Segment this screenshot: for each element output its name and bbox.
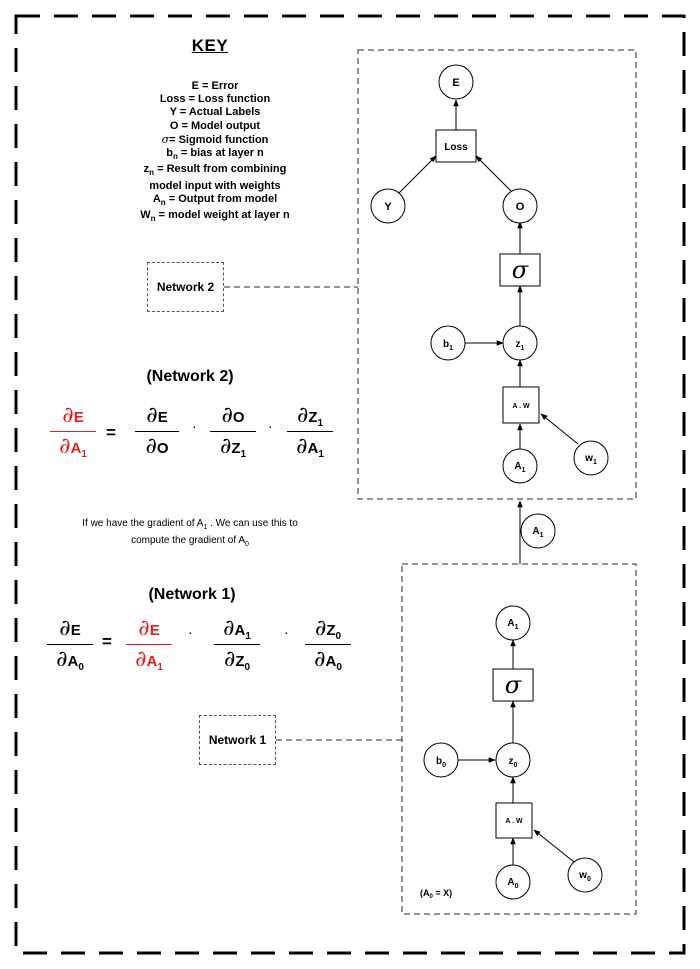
svg-text:σ: σ	[511, 256, 529, 284]
eq1-term3: $\partial Z_0$ $\partial A_0$	[305, 616, 351, 673]
graph2-node-E	[439, 65, 473, 99]
svg-text:A1: $A_1$	[514, 461, 526, 474]
graph1-node-sigmoid	[493, 669, 533, 701]
svg-text:A . W: A . W	[505, 818, 523, 825]
graph2-node-aw	[503, 387, 539, 423]
gradient-note: If we have the gradient of $A_1$ . We can use this to compute the gradient of $A_0$	[82, 518, 298, 548]
eq2-equals: =	[106, 423, 116, 442]
svg-text:σ: σ	[504, 671, 522, 699]
key-line: O = Model output	[169, 119, 261, 132]
graph1-node-z0	[496, 743, 530, 777]
key-line: $A_n$ = Output from model	[152, 193, 278, 208]
key-list	[110, 80, 320, 226]
eq2-term2: ∂O $\partial Z_1$	[210, 403, 256, 460]
svg-text:A0: $A_0$	[507, 877, 519, 890]
key-line: σ= Sigmoid function	[161, 132, 269, 146]
graph2-node-sigmoid	[500, 254, 540, 286]
graph2-node-w1	[574, 441, 608, 475]
eq2-dot2: ·	[268, 418, 273, 434]
eq2-lhs: ∂E $\partial A_1$	[50, 403, 96, 460]
graph2-node-Y	[371, 189, 405, 223]
svg-text:A1: $A_1$	[507, 618, 519, 631]
link-node-A1	[521, 514, 555, 548]
svg-text:Loss: Loss	[444, 142, 468, 153]
eq2-term3: $\partial Z_1$ $\partial A_1$	[287, 403, 333, 460]
network1-label-box: Network 1	[199, 715, 276, 765]
key-line: Y = Actual Labels	[169, 106, 261, 119]
graph1-node-A0	[496, 865, 530, 899]
svg-text:z1: $z_1$	[515, 339, 525, 352]
svg-text:z0: $z_0$	[508, 756, 518, 769]
graph2-node-b1	[431, 326, 465, 360]
eq2-term1: ∂E ∂O	[135, 403, 179, 460]
svg-text:b0: $b_0$	[435, 756, 447, 769]
graph1-node-aw	[496, 803, 532, 838]
svg-text:Y: Y	[384, 201, 392, 213]
network2-heading: (Network 2)	[146, 368, 234, 385]
network2-region	[358, 50, 636, 499]
graph2-node-A1	[503, 449, 537, 483]
key-title: KEY	[191, 36, 229, 55]
eq1-dot2: ·	[284, 624, 289, 640]
graph1-input-note: $(A_0 = X)$	[420, 888, 453, 900]
graph1-node-b0	[424, 743, 458, 777]
eq1-dot1: ·	[188, 624, 193, 640]
eq1-lhs: ∂E $\partial A_0$	[47, 616, 93, 673]
eq1-term2: $\partial A_1$ $\partial Z_0$	[214, 616, 260, 673]
graph2-node-O	[503, 189, 537, 223]
svg-text:w0: $w_0$	[579, 870, 591, 883]
key-line: E = Error	[191, 80, 239, 92]
svg-text:w1: $w_1$	[585, 453, 597, 466]
graph1-node-w0	[568, 858, 602, 892]
key-line: $z_n$ = Result from combining	[143, 163, 287, 178]
eq1-equals: =	[102, 632, 112, 651]
graph2-node-z1	[503, 326, 537, 360]
svg-text:b1: $b_1$	[442, 339, 454, 352]
svg-text:A . W: A . W	[512, 403, 530, 410]
key-line: $W_n$ = model weight at layer n	[140, 209, 290, 224]
graph2-node-loss	[436, 130, 476, 162]
eq1-term1: ∂E $\partial A_1$	[126, 616, 172, 673]
svg-text:A1: $A_1$	[532, 526, 544, 539]
key-line: model input with weights	[149, 179, 281, 192]
svg-text:E: E	[452, 77, 460, 89]
key-line: $b_n$ = bias at layer n	[166, 147, 264, 162]
svg-text:O: O	[515, 201, 525, 213]
graph1-node-A1	[496, 606, 530, 640]
network2-label-box: Network 2	[147, 262, 224, 312]
eq2-dot1: ·	[192, 418, 197, 434]
network1-heading: (Network 1)	[148, 586, 236, 603]
key-line: Loss = Loss function	[159, 93, 271, 106]
